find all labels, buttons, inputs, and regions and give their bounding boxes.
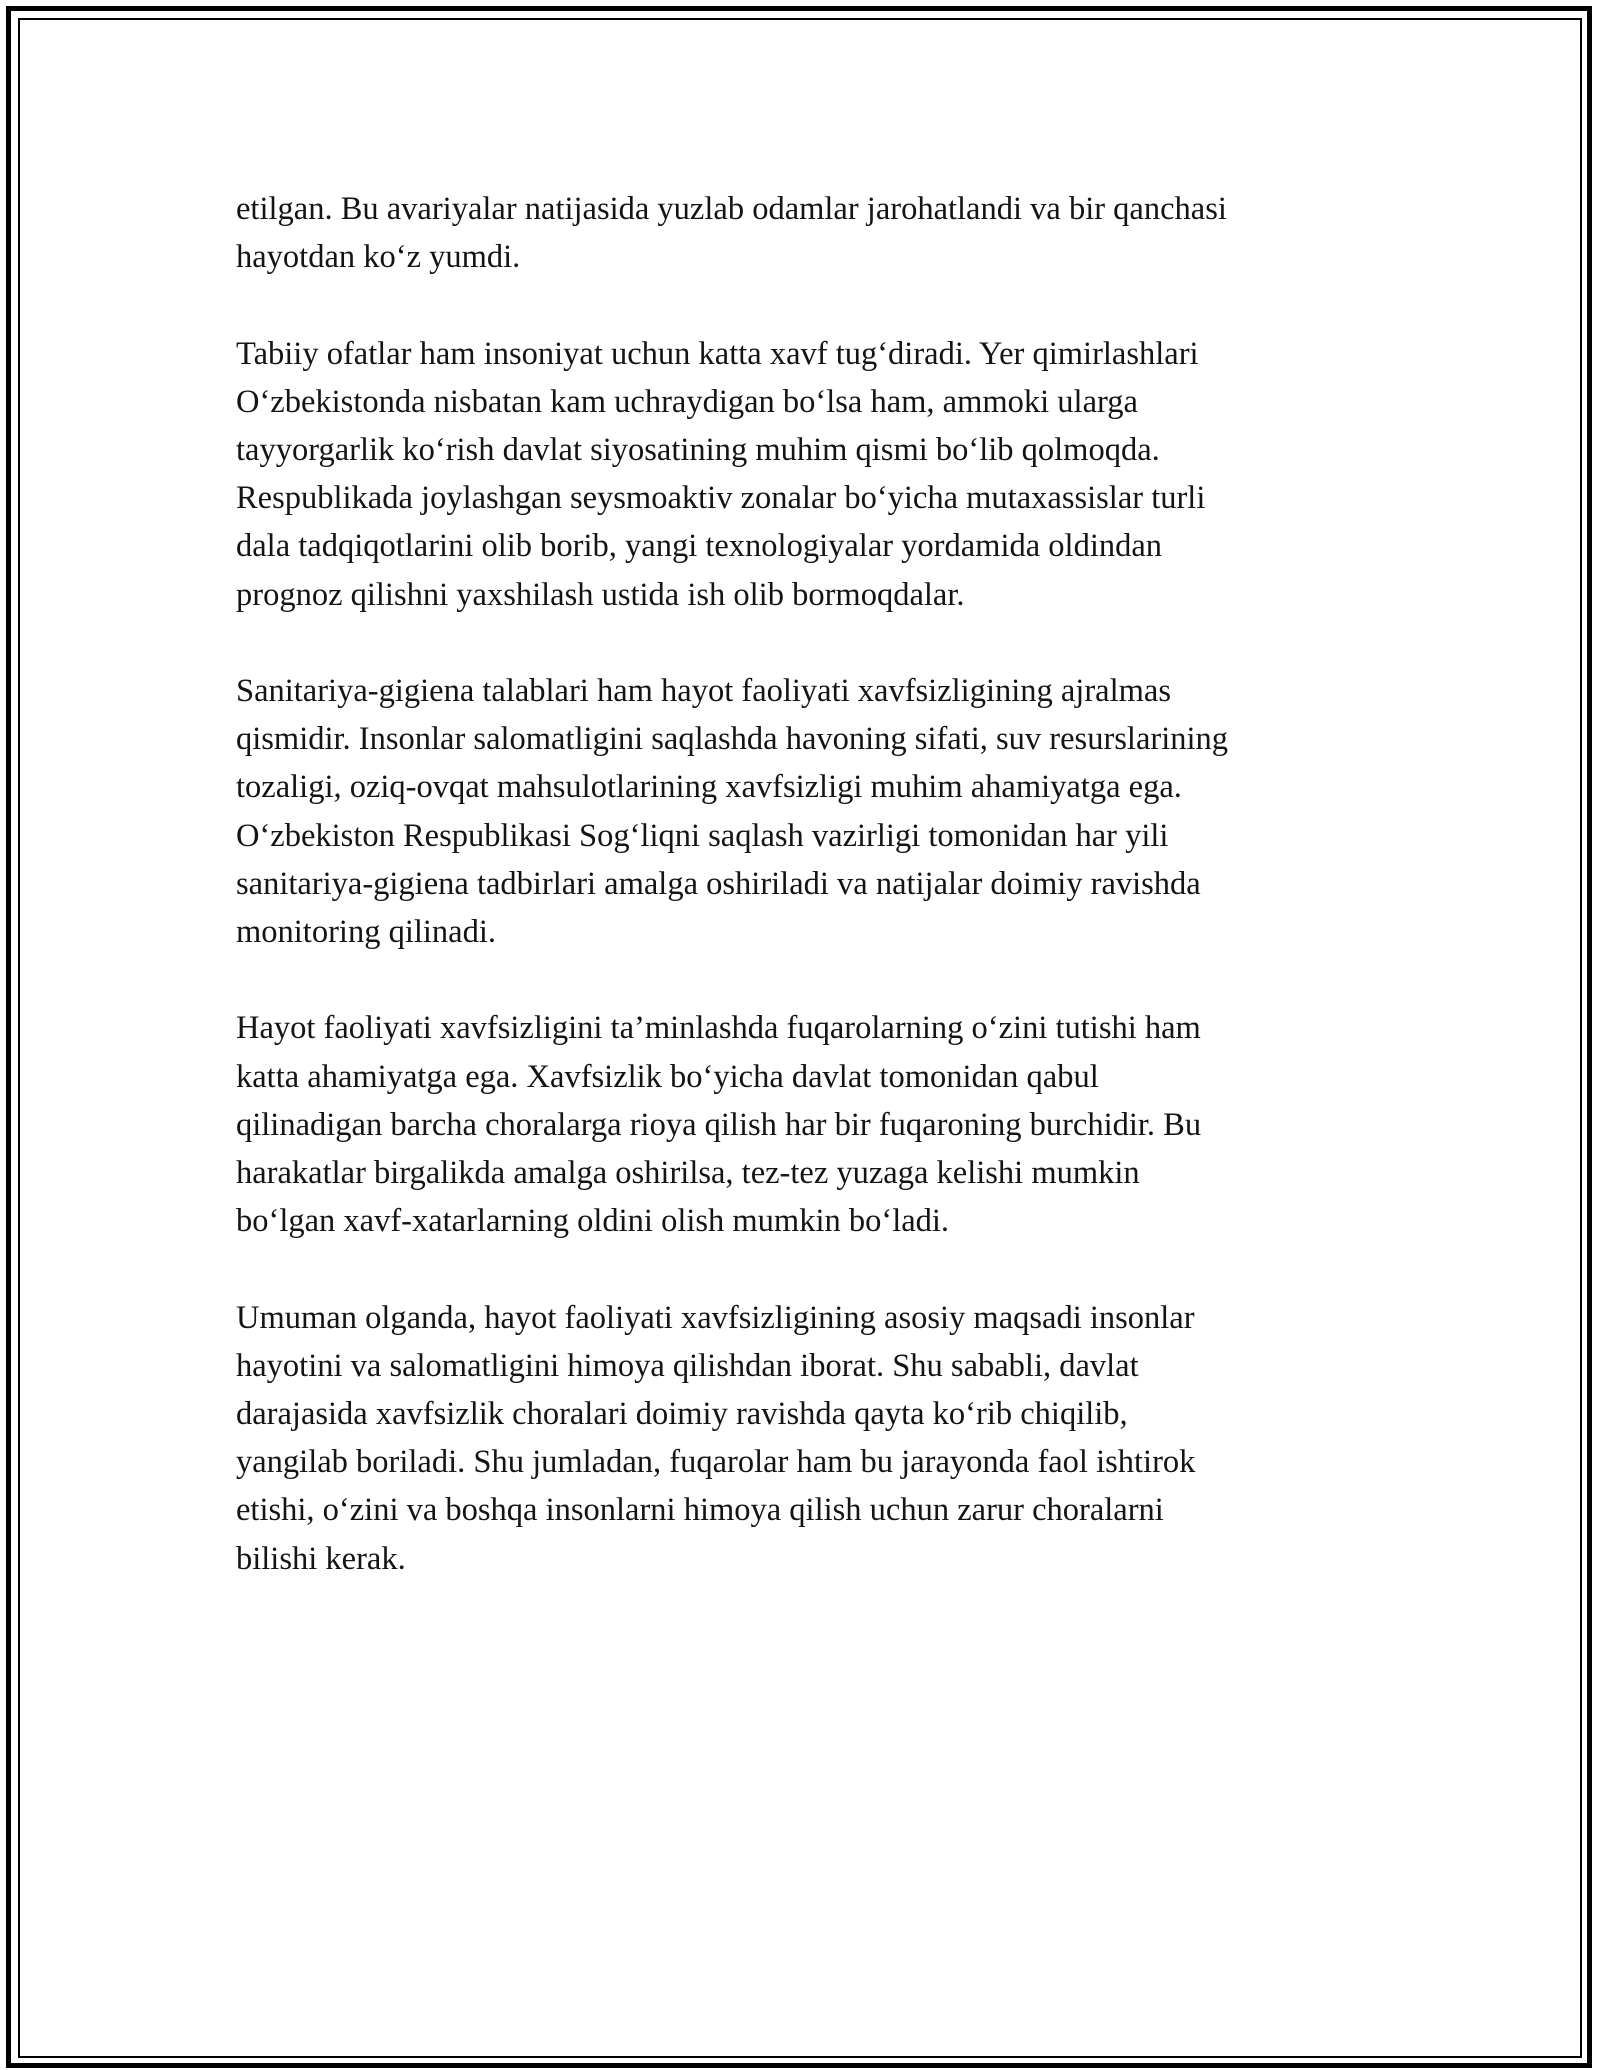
paragraph-1	[236, 185, 1386, 281]
text-line: hayotdan ko‘z yumdi.	[236, 239, 521, 276]
text-line: Respublikada joylashgan seysmoaktiv zonalar bo‘yicha mutaxassislar turli	[236, 480, 1206, 517]
text-line: sanitariya-gigiena tadbirlari amalga oshiriladi va natijalar doimiy ravishda	[236, 865, 1201, 902]
text-line: O‘zbekistonda nisbatan kam uchraydigan bo‘lsa ham, ammoki ularga	[236, 383, 1138, 420]
text-line: tozaligi, oziq-ovqat mahsulotlarining xavfsizligi muhim ahamiyatga ega.	[236, 769, 1182, 806]
text-line: Tabiiy ofatlar ham insoniyat uchun katta xavf tug‘diradi. Yer qimirlashlari	[236, 335, 1199, 372]
text-line: prognoz qilishni yaxshilash ustida ish olib bormoqdalar.	[236, 576, 965, 613]
text-line: bilishi kerak.	[236, 1540, 406, 1577]
text-line: tayyorgarlik ko‘rish davlat siyosatining muhim qismi bo‘lib qolmoqda.	[236, 432, 1160, 468]
paragraph-2	[236, 330, 1386, 619]
text-line: etilgan. Bu avariyalar natijasida yuzlab odamlar jarohatlandi va bir qanchasi	[236, 191, 1227, 227]
text-line: darajasida xavfsizlik choralari doimiy ravishda qayta ko‘rib chiqilib,	[236, 1396, 1128, 1433]
text-line: harakatlar birgalikda amalga oshirilsa, tez-tez yuzaga kelishi mumkin	[236, 1155, 1140, 1192]
text-line: dala tadqiqotlarini olib borib, yangi texnologiyalar yordamida oldindan	[236, 528, 1163, 565]
paragraph-5	[236, 1294, 1386, 1583]
text-line: hayotini va salomatligini himoya qilishdan iborat. Shu sababli, davlat	[236, 1347, 1139, 1384]
text-line: bo‘lgan xavf-xatarlarning oldini olish mumkin bo‘ladi.	[236, 1203, 950, 1240]
document-body	[236, 185, 1386, 1631]
text-line: yangilab boriladi. Shu jumladan, fuqarolar ham bu jarayonda faol ishtirok	[236, 1444, 1196, 1481]
paragraph-4	[236, 1004, 1386, 1245]
text-line: Hayot faoliyati xavfsizligini ta’minlashda fuqarolarning o‘zini tutishi ham	[236, 1010, 1201, 1047]
text-line: qilinadigan barcha choralarga rioya qilish har bir fuqaroning burchidir. Bu	[236, 1106, 1202, 1143]
text-line: O‘zbekiston Respublikasi Sog‘liqni saqlash vazirligi tomonidan har yili	[236, 817, 1169, 854]
text-line: katta ahamiyatga ega. Xavfsizlik bo‘yicha davlat tomonidan qabul	[236, 1058, 1099, 1095]
text-line: Umuman olganda, hayot faoliyati xavfsizligining asosiy maqsadi insonlar	[236, 1299, 1195, 1336]
text-line: etishi, o‘zini va boshqa insonlarni himoya qilish uchun zarur choralarni	[236, 1492, 1164, 1529]
text-line: Sanitariya-gigiena talablari ham hayot faoliyati xavfsizligining ajralmas	[236, 673, 1171, 709]
paragraph-3	[236, 667, 1386, 956]
text-line: monitoring qilinadi.	[236, 914, 496, 951]
text-line: qismidir. Insonlar salomatligini saqlashda havoning sifati, suv resurslarining	[236, 721, 1229, 758]
